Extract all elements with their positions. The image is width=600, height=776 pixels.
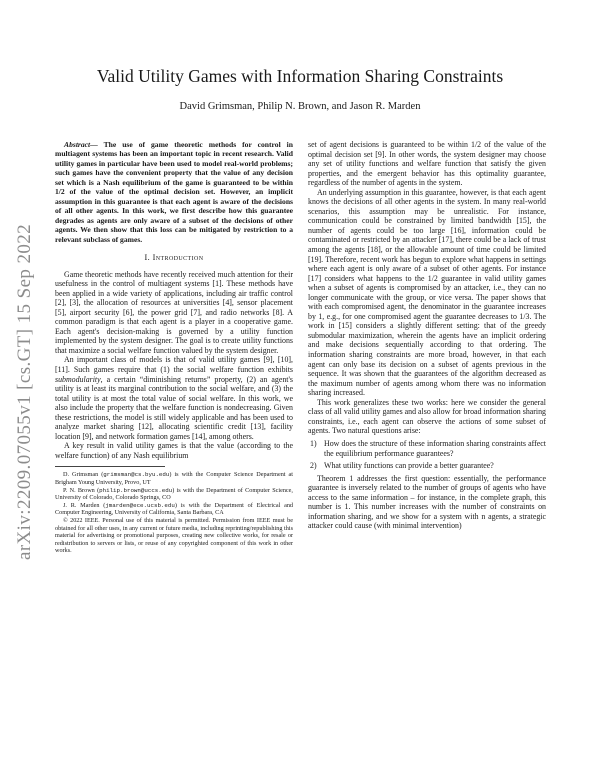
abstract: [55, 140, 293, 244]
intro-paragraph: Game theoretic methods have recently received much attention for their usefulness in the control of multiagent systems [1]. These methods have been applied in a wide variety of applications, including air traffic control [2], [3], the allocation of resources at universities [4], sensor placement [5], airport security [6], the power grid [7], and radio networks [8]. A common paradigm is that each agent is a player in a cooperative game. Each agent's decision-making is governed by a utility function implemented by the system designer. The goal is to create utility functions that maximize a social welfare function valued by the system designer.: [55, 269, 293, 355]
left-column: [55, 140, 293, 555]
list-item-text: How does the structure of these information sharing constraints affect the equilibrium performance guarantees?: [324, 438, 546, 458]
question-list: [308, 439, 546, 471]
list-item-text: What utility functions can provide a better guarantee?: [324, 461, 494, 471]
abstract-label: Abstract: [64, 140, 91, 149]
intro-paragraph: [55, 355, 293, 441]
footnote-text: ) is with the Computer Science Department at Brigham Young University, Provo, UT: [55, 471, 293, 487]
footnote-author-affiliation: [55, 487, 293, 502]
footnote-divider: [55, 466, 165, 467]
list-item: [308, 439, 546, 458]
arxiv-identifier-stamp[interactable]: arXiv:2209.07055v1 [cs.GT] 15 Sep 2022: [14, 223, 35, 560]
author-email-link[interactable]: jmarden@ece.ucsb.edu: [105, 501, 175, 509]
paragraph-text: , a certain “diminishing returns” property, (2) an agent's utility is at least its marginal contribution to the social welfare, and (3) the total utility is at most the total value of social welfare. In this work, we also include the property that the welfare function is nondecreasing. Given these restrictions, the model is still widely applicable and has been used to analyze market sharing [12], allocating scientific credit [13], facility location [9], and network formation games [14], among others.: [55, 374, 293, 441]
paragraph-text: An important class of models is that of valid utility games [9], [10], [11]. Such games require that (1) the social welfare function exhibits: [55, 355, 293, 374]
footnote-author-affiliation: [55, 471, 293, 486]
author-email-link[interactable]: grimsman@cs.byu.edu: [103, 471, 170, 479]
list-number: 2): [310, 461, 317, 471]
list-number: 1): [310, 438, 317, 448]
footnote-text: P. N. Brown (: [63, 486, 100, 494]
footnote-text: J. R. Marden (: [63, 501, 106, 509]
paper-title: Valid Utility Games with Information Sharing Constraints: [96, 66, 504, 86]
section-heading-introduction: I. Introduction: [144, 252, 204, 262]
footnote-copyright: © 2022 IEEE. Personal use of this material is permitted. Permission from IEEE must be obtained for all other uses, in any current or future media, including reprinting/republishing this material for advertising or promotional purposes, creating new collective works, for resale or redistribution to servers or lists, or reuse of any copyrighted component of this work in other works.: [55, 517, 293, 555]
body-paragraph: Theorem 1 addresses the first question: essentially, the performance guarantee is inversely related to the number of groups of agents who have access to the same information – for instance, in the complete graph, this number is 1. This number increases with the number of constraints on information sharing, and we show for a system with n agents, a strategic attacker could cause (with minimal intervention): [308, 473, 546, 531]
footnote-text: D. Grimsman (: [63, 471, 104, 479]
abstract-text: — The use of game theoretic methods for control in multiagent systems has been an important topic in recent research. Valid utility games in particular have been used to model real-world problems; such games have the convenient property that the value of any decision set which is a Nash equilibrium of the game is guaranteed to be within 1/2 of the value of the optimal decision set. However, an implicit assumption in this guarantee is that each agent is aware of the decisions of all other agents. In this work, we first describe how this guarantee degrades as agents are only aware of a subset of the decisions of other agents. We then show that this loss can be mitigated by restriction to a relevant subclass of games.: [55, 140, 293, 244]
right-column: [308, 140, 546, 531]
author-list: David Grimsman, Philip N. Brown, and Jason R. Marden: [179, 101, 421, 112]
author-email-link[interactable]: philip.brown@uccs.edu: [99, 486, 173, 494]
footnote-author-affiliation: [55, 502, 293, 517]
body-paragraph: An underlying assumption in this guarantee, however, is that each agent knows the decisions of all other agents in the system. In many real-world scenarios, this assumption may be unrealistic. For instance, communication could be constrained by limited bandwidth [15], the number of agents could be too large [16], information could be contaminated or restricted by an attacker [17], there could be a lack of trust among the agents [18], or the allowable amount of time could be limited [19]. Therefore, recent work has begun to explore what happens in settings where each agent is only aware of a subset of other agents. For instance [17] considers what happens to the 1/2 guarantee in valid utility games when a subset of agents is compromised by an attacker, i.e., they can no longer communicate with the group, or vice versa. The paper shows that with each compromised agent, the denominator in the guarantee increases by 1, e.g., for one compromised agent the guarantee decreases to 1/3. The work in [15] considers a slightly different setting: that of the greedy submodular maximization, wherein the agents have an implicit ordering and make decisions sequentially according to that ordering. The information sharing constraints are more broad, however, in that each agent can only base its decision on a subset of agents previous in the sequence. It was shown that the guarantees of the algorithm decreased as the maximum number of agents among whom there was no information sharing increased.: [308, 187, 546, 398]
body-paragraph: set of agent decisions is guaranteed to be within 1/2 of the value of the optimal decision set [9]. In other words, the system designer may choose any set of utility functions and welfare function that satisfy the given properties, and the emergent behavior has this optimality guarantee, regardless of the number of agents in the system.: [308, 140, 546, 188]
body-paragraph: This work generalizes these two works: here we consider the general class of all valid utility games and also allow for broad information sharing constraints, i.e., each agent can observe the actions of some subset of agents. Two natural questions arise:: [308, 397, 546, 436]
footnote-text: ) is with the Department of Computer Science, University of Colorado, Colorado Springs, CO: [55, 486, 293, 502]
intro-paragraph: A key result in valid utility games is that the value (according to the welfare function) of any Nash equilibrium: [55, 441, 293, 460]
emphasis-submodularity: submodularity: [55, 374, 101, 384]
footnote-text: ) is with the Department of Electrical and Computer Engineering, University of California, Santa Barbara, CA: [55, 501, 294, 517]
list-item: [308, 461, 546, 471]
